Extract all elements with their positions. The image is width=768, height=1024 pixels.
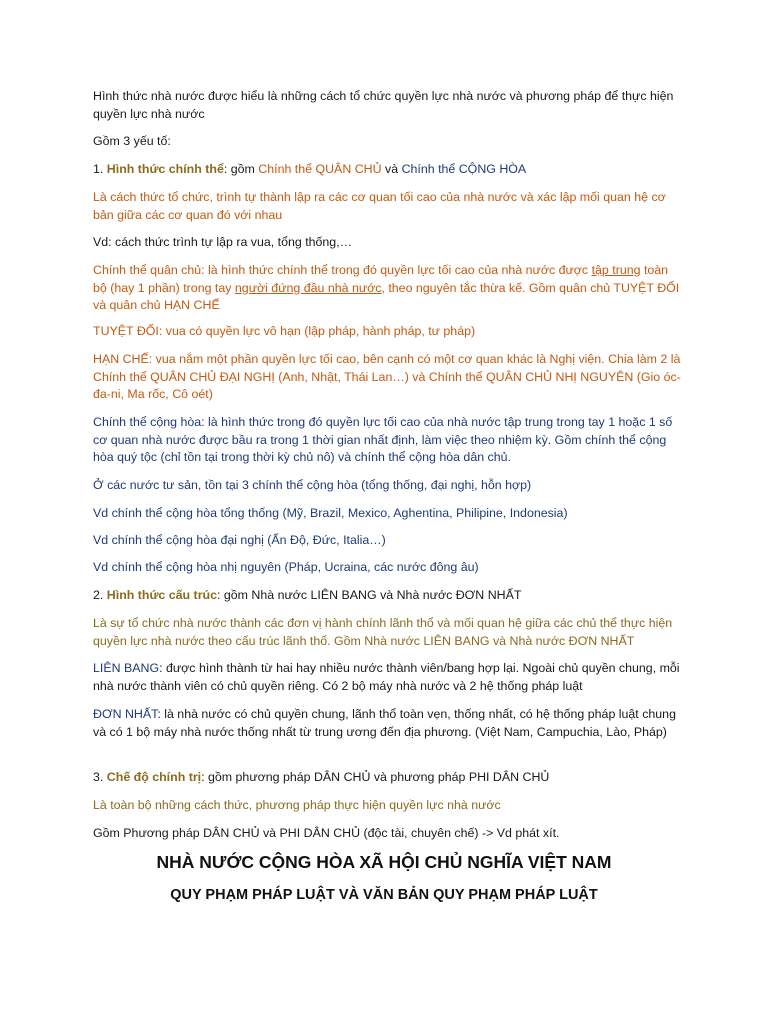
heading-legal-norms: QUY PHẠM PHÁP LUẬT VÀ VĂN BẢN QUY PHẠM PHÁP LUẬT: [170, 887, 598, 903]
monarchy-text-a: Chính thể quân chủ: là hình thức chính thể trong đó quyền lực tối cao của nhà nước được: [93, 263, 589, 277]
section-1-title: Hình thức chính thể: [106, 162, 224, 176]
heading-vietnam-state: NHÀ NƯỚC CỘNG HÒA XÃ HỘI CHỦ NGHĨA VIỆT NAM: [156, 852, 612, 872]
section-1-example: Vd: cách thức trình tự lập ra vua, tổng thống,…: [93, 235, 353, 249]
section-1-description: Là cách thức tổ chức, trình tự thành lập ra các cơ quan tối cao của nhà nước và xác lập mối quan hệ cơ bản giữa các cơ quan đó với nhau: [93, 190, 666, 222]
section-1-colon: : gồm: [223, 162, 255, 176]
monarchy-option: Chính thể QUÂN CHỦ: [258, 162, 382, 176]
section-1-number: 1.: [93, 162, 104, 176]
federal-label: LIÊN BANG: [93, 661, 160, 675]
section-2-title: Hình thức cấu trúc: [106, 588, 217, 602]
monarchy-underline-head-of-state: người đứng đầu nhà nước: [234, 280, 382, 295]
monarchy-text-c: , theo nguyên tắc thừa kế. Gồm quân chủ TUYỆT ĐỐI và quân chủ HẠN CHẾ: [93, 280, 680, 313]
republic-option: Chính thể CỘNG HÒA: [401, 162, 527, 176]
monarchy-underline-concentrated: tập trung: [591, 263, 641, 277]
federal-paragraph: [93, 660, 683, 695]
example-presidential: Vd chính thể cộng hòa tổng thống (Mỹ, Brazil, Mexico, Aghentina, Philipine, Indonesia): [93, 506, 568, 520]
section-3-heading: [93, 769, 683, 787]
federal-text: : được hình thành từ hai hay nhiều nước thành viên/bang hợp lại. Ngoài chủ quyền chung, mỗi nhà nước thành viên có chủ quyền riêng. Có 2 bộ máy nhà nước và 2 hệ thống pháp luật: [93, 661, 680, 693]
section-3-number: 3.: [93, 770, 104, 784]
section-1-heading: [93, 161, 683, 179]
section-3-rest: : gồm phương pháp DÂN CHỦ và phương pháp PHI DÂN CHỦ: [201, 770, 550, 784]
example-parliamentary: Vd chính thể cộng hòa đại nghị (Ấn Độ, Đức, Italia…): [93, 533, 386, 547]
example-dual: Vd chính thể cộng hòa nhị nguyên (Pháp, Ucraina, các nước đông âu): [93, 560, 479, 574]
monarchy-paragraph: [93, 262, 683, 315]
monarchy-text-b: toàn bộ (hay 1 phần) trong tay: [93, 263, 669, 295]
republic-paragraph: Chính thể cộng hòa: là hình thức trong đó quyền lực tối cao của nhà nước tập trung trong tay 1 hoặc 1 số cơ quan nhà nước được bầu ra trong 1 thời gian nhất định, làm việc theo nhiệm kỳ. Gồm chính thể cộng hòa quý tộc (chỉ tồn tại trong thời kỳ chủ nô) và chính thể cộng hòa dân chủ.: [93, 415, 673, 465]
and-word: và: [385, 162, 399, 176]
bourgeois-republics: Ở các nước tư sản, tồn tại 3 chính thể cộng hòa (tổng thống, đại nghị, hỗn hợp): [93, 478, 532, 492]
section-2-rest: : gồm Nhà nước LIÊN BANG và Nhà nước ĐƠN NHẤT: [216, 588, 522, 602]
unitary-label: ĐƠN NHẤT: [93, 707, 158, 721]
unitary-text: : là nhà nước có chủ quyền chung, lãnh thổ toàn vẹn, thống nhất, có hệ thống pháp luật chung và có 1 bộ máy nhà nước thống nhất từ trung ương đến địa phương. (Việt Nam, Campuchia, Lào, Pháp): [93, 707, 676, 739]
unitary-paragraph: [93, 706, 683, 741]
section-2-number: 2.: [93, 588, 104, 602]
section-3-title: Chế độ chính trị: [106, 770, 202, 784]
section-3-methods: Gồm Phương pháp DÂN CHỦ và PHI DÂN CHỦ (độc tài, chuyên chế) -> Vd phát xít.: [93, 826, 560, 840]
intro-paragraph: Hình thức nhà nước được hiểu là những cách tổ chức quyền lực nhà nước và phương pháp để thực hiện quyền lực nhà nước: [93, 89, 674, 121]
absolute-monarchy: TUYỆT ĐỐI: vua có quyền lực vô hạn (lập pháp, hành pháp, tư pháp): [93, 324, 476, 338]
section-3-description: Là toàn bộ những cách thức, phương pháp thực hiện quyền lực nhà nước: [93, 798, 501, 812]
section-2-heading: [93, 587, 683, 605]
section-2-description: Là sự tổ chức nhà nước thành các đơn vị hành chính lãnh thổ và mối quan hệ giữa các chủ thể thực hiện quyền lực nhà nước theo cấu trúc lãnh thổ. Gồm Nhà nước LIÊN BANG và Nhà nước ĐƠN NHẤT: [93, 616, 673, 648]
factors-line: Gồm 3 yếu tố:: [93, 134, 171, 148]
limited-monarchy: HẠN CHẾ: vua nắm một phần quyền lực tối cao, bên cạnh có một cơ quan khác là Nghị viện. Chia làm 2 là Chính thể QUÂN CHỦ ĐẠI NGHỊ (Anh, Nhật, Thái Lan…) và Chính thể QUÂN CHỦ NHỊ NGUYÊN (Gio óc-đa-ni, Ma rốc, Cô oét): [93, 352, 681, 402]
